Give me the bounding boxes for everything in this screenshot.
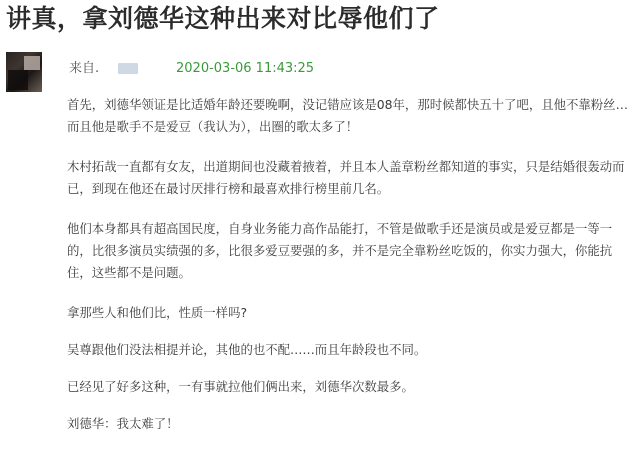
paragraph-2: 木村拓哉一直都有女友，出道期间也没藏着掖着，并且本人盖章粉丝都知道的事实，只是结婚很轰动而已，到现在他还在最讨厌排行榜和最喜欢排行榜里前几名。	[67, 159, 625, 196]
paragraph-5: 吴尊跟他们没法相提并论，其他的也不配……而且年龄段也不同。	[67, 342, 427, 357]
source-label: 来自.	[69, 61, 100, 76]
paragraph-6: 已经见了好多这种，一有事就拉他们俩出来，刘德华次数最多。	[67, 379, 414, 394]
avatar-image-shadow	[8, 70, 28, 90]
paragraph-7: 刘德华：我太难了！	[67, 416, 179, 431]
post-title: 讲真，拿刘德华这种出来对比辱他们了	[6, 4, 440, 33]
post-meta	[0, 52, 640, 92]
paragraph-1: 首先，刘德华领证是比适婚年龄还要晚啊，没记错应该是08年，那时候都快五十了吧，且他不靠粉丝…而且他是歌手不是爱豆（我认为），出圈的歌太多了！	[67, 97, 628, 134]
source-name-blurred[interactable]	[118, 63, 138, 74]
post-body	[67, 94, 630, 450]
paragraph-4: 拿那些人和他们比，性质一样吗?	[67, 305, 248, 320]
paragraph-3: 他们本身都具有超高国民度，自身业务能力高作品能打，不管是做歌手还是演员或是爱豆都是一等一的，比很多演员实绩强的多，比很多爱豆要强的多，并不是完全靠粉丝吃饭的，你实力强大，你能抗住，这些都不是问题。	[67, 221, 613, 280]
post-timestamp: 2020-03-06 11:43:25	[176, 61, 315, 76]
avatar-image-detail	[24, 56, 40, 70]
avatar[interactable]	[6, 52, 42, 92]
